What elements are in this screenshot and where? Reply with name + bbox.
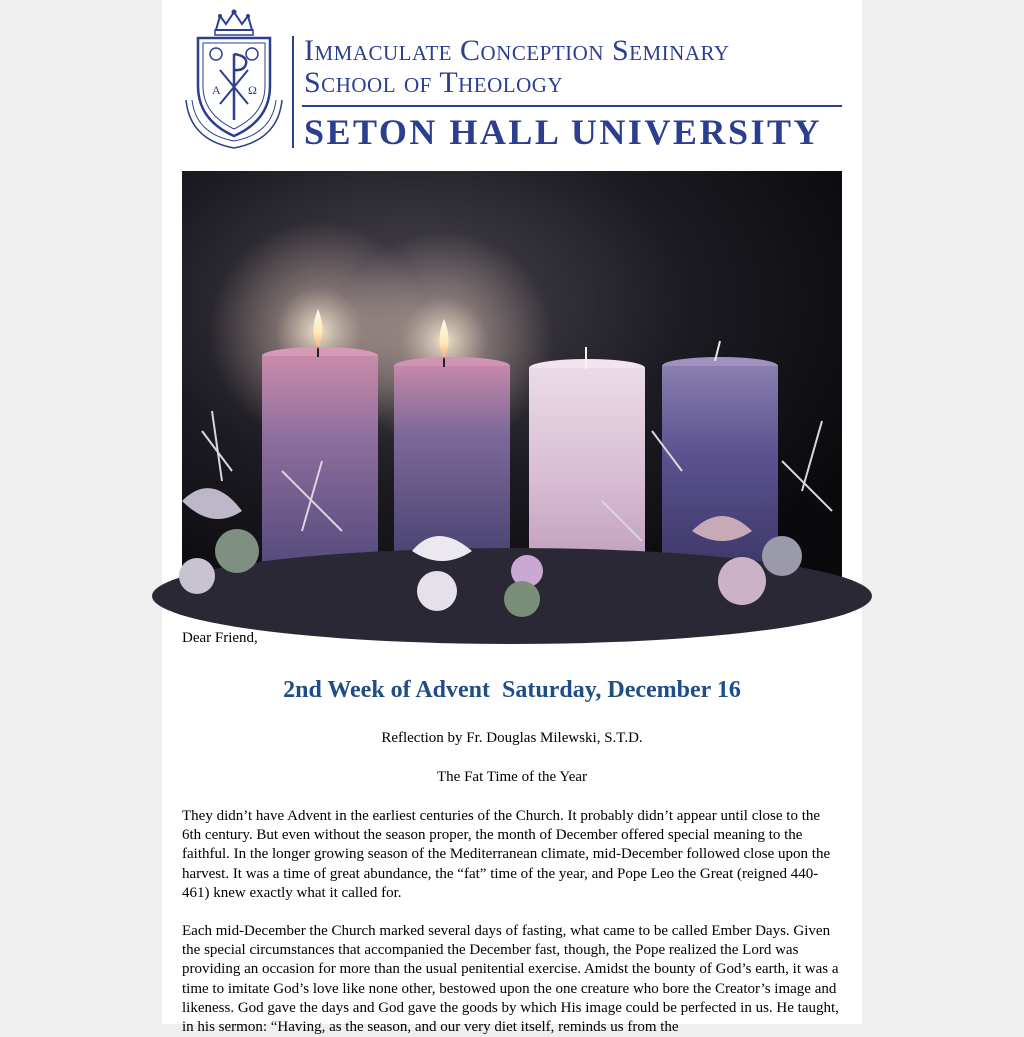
header-divider-horizontal <box>302 105 842 107</box>
reflection-subtitle: The Fat Time of the Year <box>437 769 587 785</box>
letter-greeting: Dear Friend, <box>182 630 258 646</box>
seminary-crest-logo <box>182 8 286 150</box>
reflection-title: 2nd Week of Advent Saturday, December 16 <box>283 677 741 703</box>
reflection-byline: Reflection by Fr. Douglas Milewski, S.T.D. <box>381 730 643 746</box>
school-name-line2: School of Theology <box>304 66 564 99</box>
svg-text:Ω: Ω <box>248 83 257 97</box>
reflection-paragraph: Each mid-December the Church marked several days of fasting, what came to be called Ember Days. Given the special circumstances that accompanied the December fast, though, the Pope realized the Lord was providing an occasion for more than the usual penitential exercise. Amidst the bounty of God’s earth, it was a time to imitate God’s love like none other, bestowed upon the one creature who bore the Creator’s image and likeness. God gave the days and God gave the goods by which His image could be perfected in us. He taught, in his sermon: “Having, as the season, and our very diet itself, reminds us from the <box>182 923 839 1036</box>
reflection-paragraph: They didn’t have Advent in the earliest centuries of the Church. It probably didn’t appear until close to the 6th century. But even without the season proper, the month of December offered special meaning to the faithful. In the longer growing season of the Mediterranean climate, mid-December followed close upon the harvest. It was a time of great abundance, the “fat” time of the year, and Pope Leo the Great (reigned 440-461) knew exactly what it called for. <box>182 808 831 901</box>
seminary-header <box>182 8 842 150</box>
email-page <box>162 0 862 1036</box>
university-name: SETON HALL UNIVERSITY <box>304 112 822 152</box>
advent-candles-image <box>182 171 842 608</box>
svg-text:A: A <box>212 83 221 97</box>
school-name-line1: Immaculate Conception Seminary <box>304 34 730 67</box>
header-divider-vertical <box>292 36 294 148</box>
